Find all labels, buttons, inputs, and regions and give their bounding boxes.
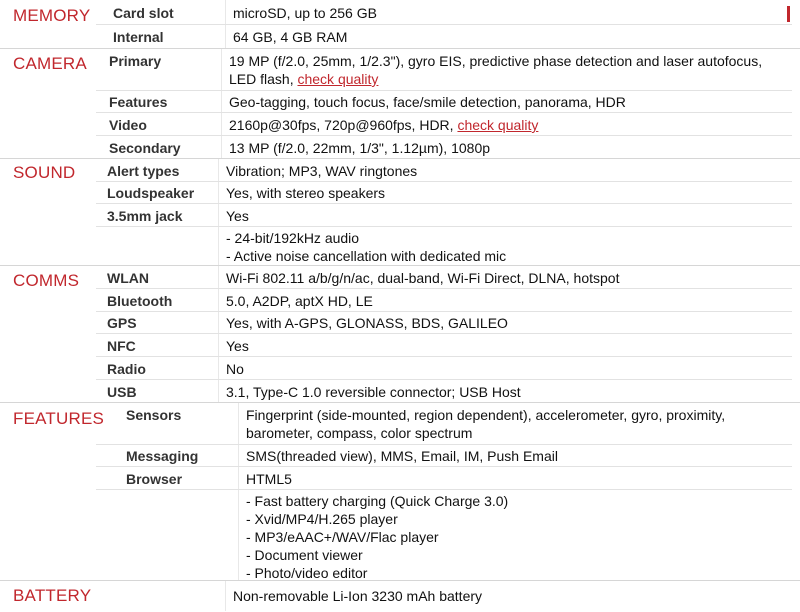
spec-row [0, 266, 800, 289]
spec-row [0, 49, 800, 91]
spec-row [0, 91, 800, 113]
spec-row [0, 227, 800, 266]
spec-value-text: 3.1, Type-C 1.0 reversible connector; USB Host [226, 384, 521, 400]
spec-value-text: Vibration; MP3, WAV ringtones [226, 163, 418, 179]
category-title: SOUND [13, 163, 76, 182]
spec-row [0, 159, 800, 182]
category-title: BATTERY [13, 586, 92, 605]
spec-value-text: HTML5 [246, 471, 292, 487]
spec-label: NFC [107, 338, 136, 354]
spec-value [226, 184, 776, 202]
spec-value [229, 52, 776, 88]
spec-label: Features [109, 94, 168, 110]
spec-label: Sensors [126, 407, 182, 423]
spec-value [246, 470, 776, 488]
spec-value-text: 19 MP (f/2.0, 25mm, 1/2.3"), gyro EIS, predictive phase detection and laser autofocus, LED flash, [229, 53, 763, 87]
spec-row [0, 204, 800, 227]
category-title: MEMORY [13, 6, 91, 25]
spec-row [0, 113, 800, 136]
spec-value-text: - Fast battery charging (Quick Charge 3.0) - Xvid/MP4/H.265 player - MP3/eAAC+/WAV/Flac player - Document viewer - Photo/video editor [246, 493, 509, 581]
spec-row [0, 25, 800, 48]
spec-label: Bluetooth [107, 293, 173, 309]
spec-label: WLAN [107, 270, 149, 286]
spec-value [226, 314, 776, 332]
spec-row [0, 467, 800, 490]
spec-value [229, 139, 776, 157]
category-title: FEATURES [13, 409, 105, 428]
spec-value [233, 28, 776, 46]
spec-value-text: 13 MP (f/2.0, 22mm, 1/3", 1.12µm), 1080p [229, 140, 491, 156]
section-sound [0, 158, 800, 266]
spec-row [0, 0, 800, 25]
spec-row [0, 403, 800, 445]
spec-value-text: Yes [226, 208, 249, 224]
spec-value [246, 447, 776, 465]
spec-label: USB [107, 384, 137, 400]
spec-value [229, 116, 776, 134]
spec-value [226, 337, 776, 355]
spec-row [0, 334, 800, 357]
spec-label: Card slot [113, 5, 174, 21]
spec-value [233, 587, 776, 605]
section-features [0, 402, 800, 581]
spec-value [246, 406, 776, 442]
spec-row [0, 289, 800, 312]
spec-value-text: 5.0, A2DP, aptX HD, LE [226, 293, 373, 309]
spec-value [226, 229, 776, 265]
spec-value [226, 383, 776, 401]
spec-value [226, 292, 776, 310]
spec-value-text: Wi-Fi 802.11 a/b/g/n/ac, dual-band, Wi-Fi Direct, DLNA, hotspot [226, 270, 620, 286]
spec-value [226, 269, 776, 287]
spec-row [0, 182, 800, 204]
spec-value-text: Geo-tagging, touch focus, face/smile detection, panorama, HDR [229, 94, 626, 110]
category-title: CAMERA [13, 54, 87, 73]
spec-label: Radio [107, 361, 146, 377]
spec-value [226, 162, 776, 180]
spec-label: 3.5mm jack [107, 208, 183, 224]
spec-row [0, 357, 800, 380]
spec-value-text: microSD, up to 256 GB [233, 5, 377, 21]
spec-value-text: Yes, with A-GPS, GLONASS, BDS, GALILEO [226, 315, 508, 331]
spec-value-text: SMS(threaded view), MMS, Email, IM, Push Email [246, 448, 558, 464]
spec-label: Video [109, 117, 147, 133]
spec-value-text: Fingerprint (side-mounted, region dependent), accelerometer, gyro, proximity, barometer, compass, color spectrum [246, 407, 726, 441]
spec-value [226, 360, 776, 378]
spec-label: Browser [126, 471, 183, 487]
spec-value-text: Yes [226, 338, 249, 354]
spec-label: Messaging [126, 448, 199, 464]
section-memory [0, 0, 800, 48]
spec-row [0, 490, 800, 581]
spec-row [0, 445, 800, 467]
spec-value-text: No [226, 361, 244, 377]
spec-value [233, 4, 776, 22]
spec-value-text: Yes, with stereo speakers [226, 185, 386, 201]
spec-value-text: Non-removable Li-Ion 3230 mAh battery [233, 588, 483, 604]
spec-value-text: 2160p@30fps, 720p@960fps, HDR, [229, 117, 458, 133]
section-camera [0, 48, 800, 159]
spec-row [0, 581, 800, 611]
spec-label: Primary [109, 53, 162, 69]
spec-value-text: - 24-bit/192kHz audio - Active noise cancellation with dedicated mic [226, 230, 507, 264]
check-quality-link[interactable]: check quality [297, 71, 379, 87]
spec-value-text: 64 GB, 4 GB RAM [233, 29, 348, 45]
spec-label: Internal [113, 29, 164, 45]
section-battery [0, 580, 800, 611]
spec-label: Alert types [107, 163, 180, 179]
spec-label: GPS [107, 315, 137, 331]
spec-row [0, 136, 800, 159]
spec-label: Loudspeaker [107, 185, 195, 201]
spec-label: Secondary [109, 140, 181, 156]
spec-row [0, 312, 800, 334]
check-quality-link[interactable]: check quality [457, 117, 539, 133]
spec-row [0, 380, 800, 403]
spec-value [226, 207, 776, 225]
spec-value [229, 93, 776, 111]
spec-value [246, 492, 776, 582]
section-comms [0, 265, 800, 403]
category-title: COMMS [13, 271, 80, 290]
